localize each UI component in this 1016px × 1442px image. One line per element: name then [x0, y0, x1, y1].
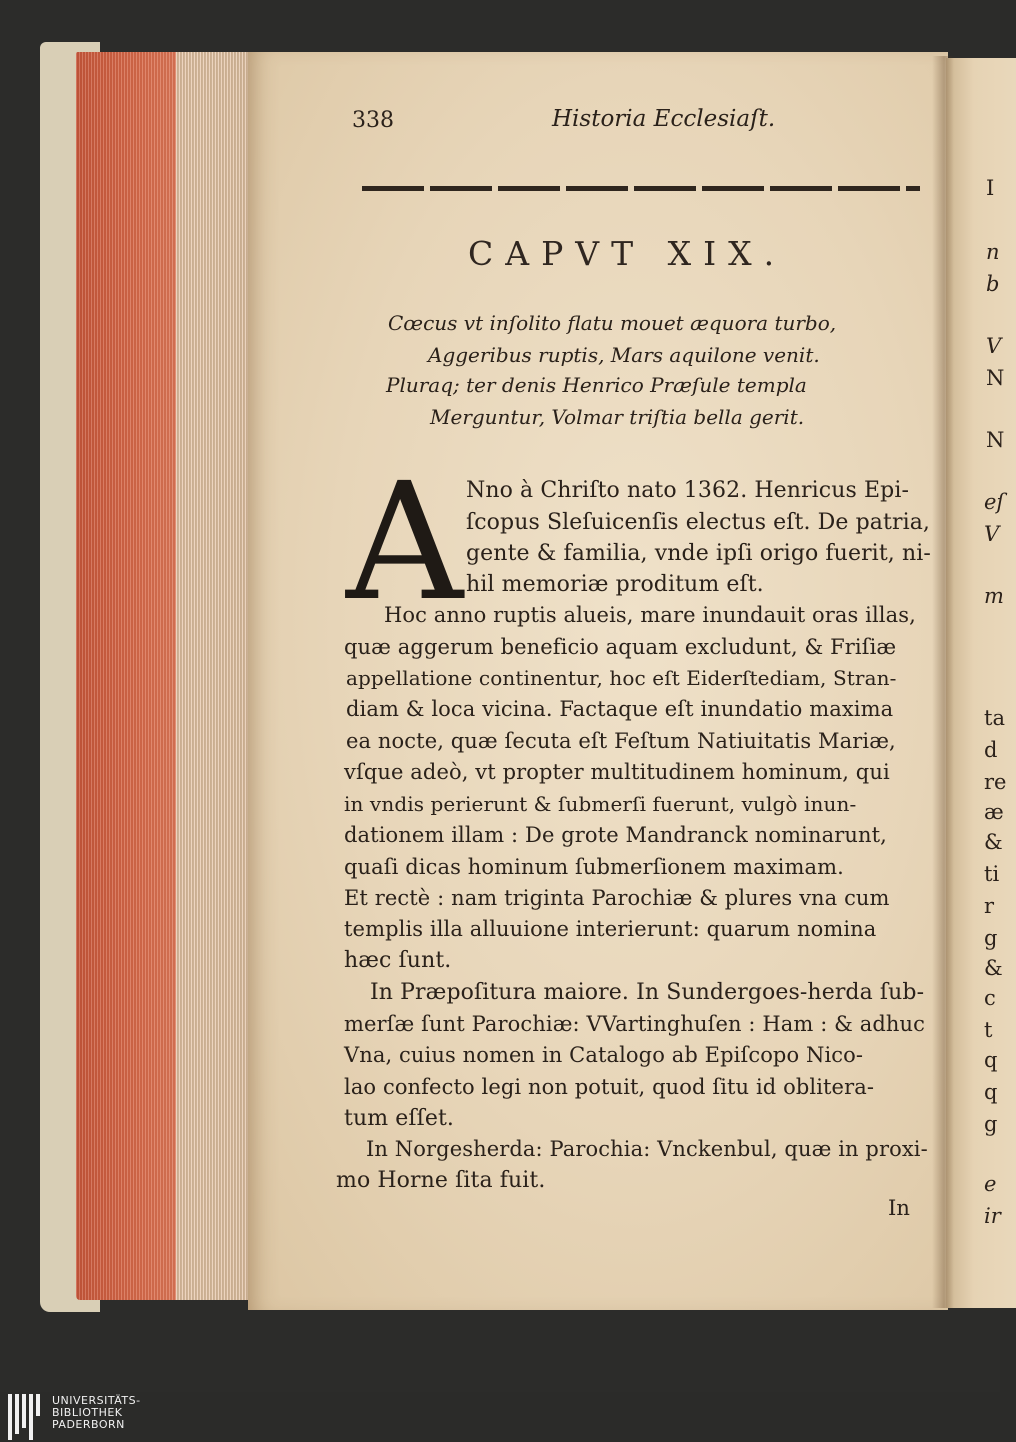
- facing-page-fragment: ti: [984, 862, 1000, 886]
- facing-page-fragment: r: [984, 894, 995, 918]
- body-line: templis illa alluuione interierunt: quarum nomina: [344, 917, 877, 941]
- body-line: mo Horne ſita fuit.: [336, 1168, 546, 1193]
- facing-page-fragment: &: [984, 830, 1003, 854]
- facing-page-fragment: I: [986, 176, 995, 200]
- facing-page-fragment: æ: [984, 800, 1004, 824]
- header-rule: [362, 186, 920, 191]
- verse-line: Pluraq; ter denis Henrico Præſule templa: [386, 373, 807, 397]
- facing-page-fragment: n: [986, 240, 1000, 264]
- body-line: hæc ſunt.: [344, 948, 452, 973]
- facing-page-fragment: b: [986, 272, 1000, 296]
- facing-page-fragment: N: [986, 428, 1005, 452]
- facing-page-fragment: q: [984, 1080, 998, 1104]
- body-line: hil memoriæ proditum eſt.: [466, 572, 764, 597]
- body-line: vſque adeò, vt propter multitudinem hominum, qui: [344, 760, 890, 784]
- page-edges: [76, 52, 256, 1300]
- facing-page-fragment: eſ: [984, 490, 1005, 514]
- facing-page-fragment: &: [984, 956, 1003, 980]
- facing-page-fragment: ir: [984, 1204, 1001, 1228]
- facing-page-fragment: g: [984, 926, 998, 950]
- page-number: 338: [352, 108, 394, 133]
- verse-line: Merguntur, Volmar triſtia bella gerit.: [430, 405, 805, 429]
- body-line: ſcopus Sleſuicenſis electus eſt. De patria,: [466, 510, 931, 535]
- body-line: Hoc anno ruptis alueis, mare inundauit oras illas,: [384, 603, 916, 627]
- chapter-title: CAPVT XIX.: [468, 234, 787, 273]
- body-line: lao confecto legi non potuit, quod ſitu id oblitera-: [344, 1075, 875, 1099]
- facing-page-fragment: m: [984, 584, 1004, 608]
- body-line: In Norgesherda: Parochia: Vnckenbul, quæ in proxi-: [366, 1137, 928, 1161]
- body-line: diam & loca vicina. Factaque eſt inundatio maxima: [346, 697, 894, 721]
- facing-page-fragment: d: [984, 738, 998, 762]
- verse-line: Aggeribus ruptis, Mars aquilone venit.: [428, 343, 820, 367]
- facing-page-fragment: N: [986, 366, 1005, 390]
- gutter-shadow: [932, 56, 954, 1308]
- verse-line: Cœcus vt inſolito flatu mouet æquora turbo,: [388, 311, 837, 335]
- facing-page-fragment: t: [984, 1018, 993, 1042]
- body-line: Nno à Chriſto nato 1362. Henricus Epi-: [466, 478, 909, 503]
- body-line: in vndis perierunt & ſubmerſi fuerunt, vulgò inun-: [344, 792, 857, 816]
- facing-page-fragment: e: [984, 1172, 997, 1196]
- body-line: Vna, cuius nomen in Catalogo ab Epiſcopo Nico-: [344, 1043, 864, 1067]
- facing-page-fragment: re: [984, 770, 1007, 794]
- body-line: Et rectè : nam triginta Parochiæ & plures vna cum: [344, 886, 890, 910]
- library-name-line: BIBLIOTHEK: [52, 1406, 123, 1419]
- body-line: dationem illam : De grote Mandranck nominarunt,: [344, 823, 887, 847]
- body-line: merſæ ſunt Parochiæ: VVartinghuſen : Ham : & adhuc: [344, 1012, 925, 1036]
- body-line: quaſi dicas hominum ſubmerſionem maximam.: [344, 855, 844, 879]
- right-page: [946, 58, 1016, 1308]
- library-name-line: UNIVERSITÄTS-: [52, 1394, 141, 1407]
- catchword: In: [888, 1196, 911, 1220]
- drop-cap-initial: A: [346, 449, 463, 637]
- facing-page-fragment: V: [986, 334, 1002, 358]
- library-logo-icon: [8, 1394, 42, 1440]
- body-line: quæ aggerum beneficio aquam excludunt, & Friſiæ: [344, 635, 897, 659]
- facing-page-fragment: V: [984, 522, 1000, 546]
- facing-page-fragment: c: [984, 986, 996, 1010]
- facing-page-fragment: ta: [984, 706, 1005, 730]
- body-line: tum eſſet.: [344, 1106, 455, 1131]
- running-title: Historia Ecclesiaſt.: [552, 106, 776, 132]
- facing-page-fragment: g: [984, 1112, 998, 1136]
- body-line: gente & familia, vnde ipſi origo fuerit, ni-: [466, 541, 931, 566]
- body-line: In Præpoſitura maiore. In Sundergoes-herda ſub-: [370, 980, 925, 1005]
- facing-page-fragment: q: [984, 1048, 998, 1072]
- footer-bar: [0, 1392, 1000, 1442]
- body-line: ea nocte, quæ ſecuta eſt Feſtum Natiuitatis Mariæ,: [346, 729, 896, 753]
- library-name-line: PADERBORN: [52, 1418, 125, 1431]
- body-line: appellatione continentur, hoc eſt Eiderſtediam, Stran-: [346, 666, 897, 690]
